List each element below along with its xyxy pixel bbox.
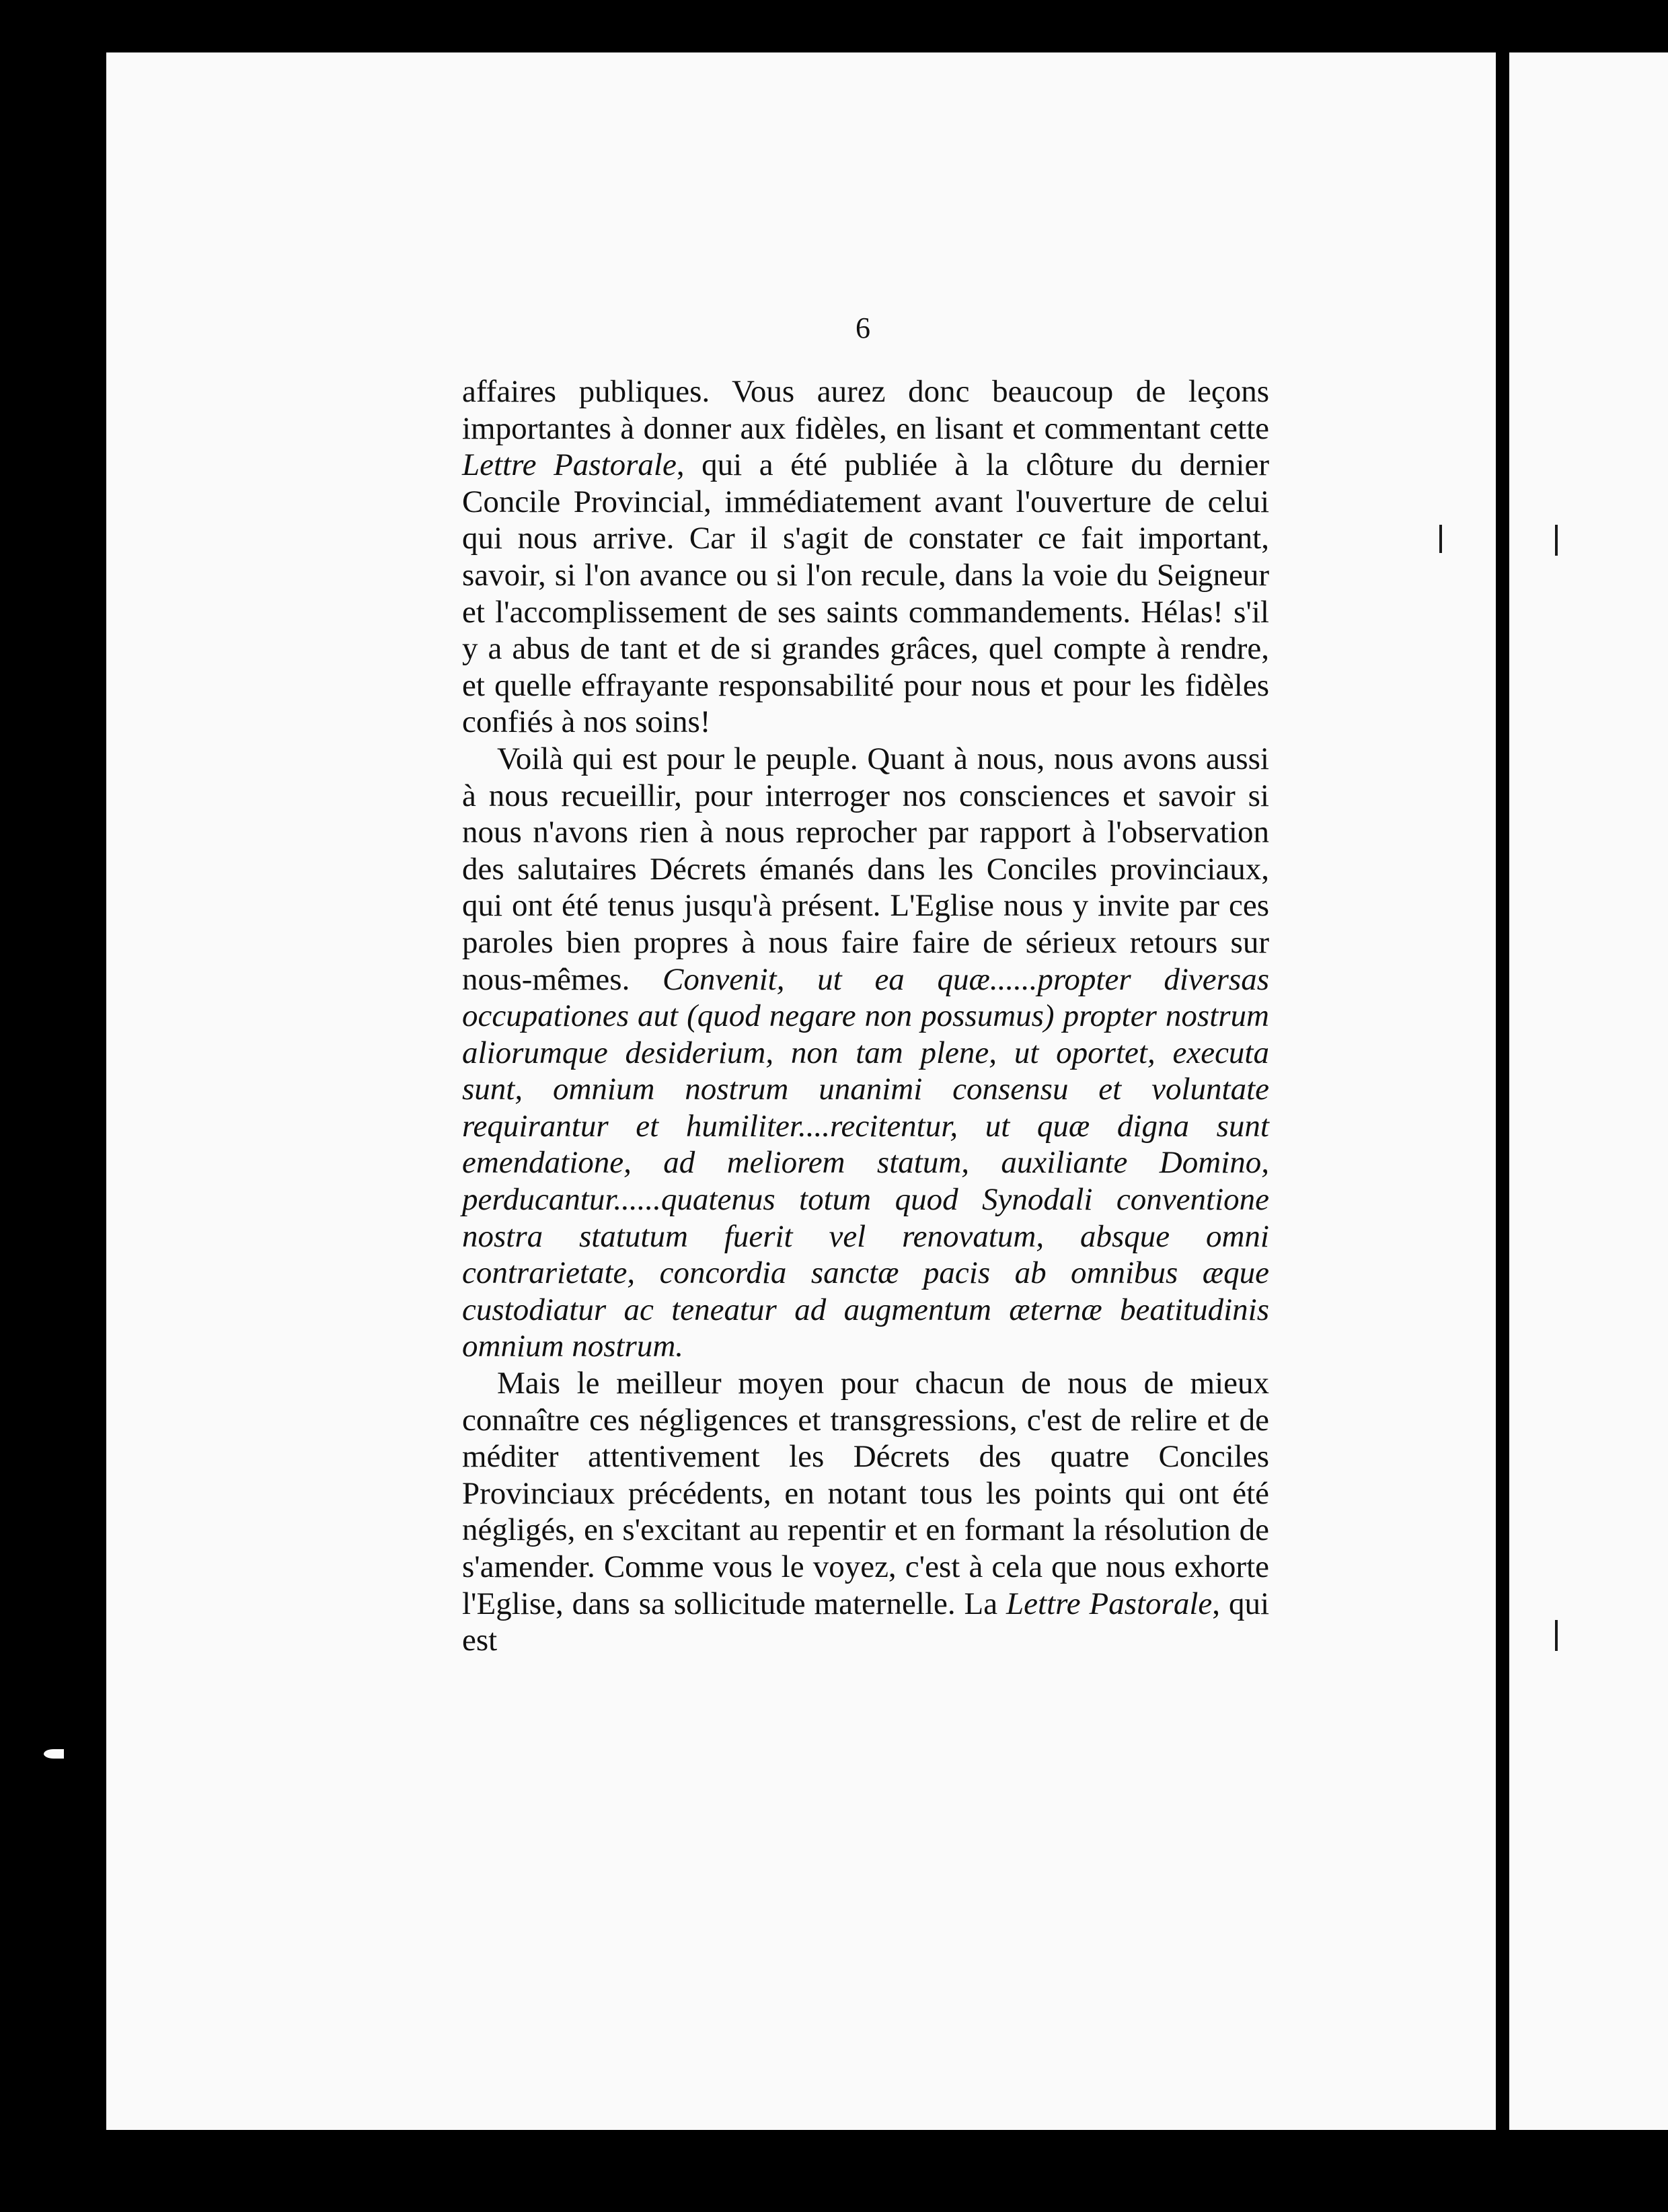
- text-run: , qui a été publiée à la clôture du dernier Concile Provincial, immédiatement avant l'ouverture de celui qui nous arrive. Car il s'agit de constater ce fait important, savoir, si l'on avance ou si l'on recule, dans la voie du Seigneur et l'accomplissement de ses saints commandements. Hélas! s'il y a abus de tant et de si grandes grâces, quel compte à rendre, et quelle effrayante responsabilité pour nous et pour les fidèles confiés à nos soins!: [462, 447, 1270, 740]
- body-text: [462, 373, 1269, 1659]
- gutter-mark: [1555, 1620, 1558, 1651]
- facing-page-edge: [1509, 52, 1668, 2130]
- text-run: affaires publiques. Vous aurez donc beaucoup de leçons importantes à donner aux fidèles, en lisant et commentant cette: [462, 374, 1269, 446]
- latin-quotation: Convenit, ut ea quæ......propter diversas occupationes aut (quod negare non possumus) propter nostrum aliorumque desiderium, non tam plene, ut oportet, executa sunt, omnium nostrum unanimi consensu et voluntate requirantur et humiliter....recitentur, ut quæ digna sunt emendatione, ad meliorem statum, auxiliante Domino, perducantur......quatenus totum quod Synodali conventione nostra statutum fuerit vel renovatum, absque omni contrarietate, concordia sanctæ pacis ab omnibus æque custodiatur ac teneatur ad augmentum æternæ beatitudinis omnium nostrum.: [462, 961, 1269, 1364]
- italic-title: Lettre Pastorale: [1006, 1586, 1213, 1621]
- text-run: Voilà qui est pour le peuple. Quant à nous, nous avons aussi à nous recueillir, pour interroger nos consciences et savoir si nous n'avons rien à nous reprocher par rapport à l'observation des salutaires Décrets émanés dans les Conciles provinciaux, qui ont été tenus jusqu'à présent. L'Eglise nous y invite par ces paroles bien propres à nous faire faire de sérieux retours sur nous-mêmes.: [462, 741, 1269, 997]
- gutter-mark: [1555, 525, 1558, 556]
- gutter-mark: [1439, 525, 1442, 553]
- text-run: Mais le meilleur moyen pour chacun de nous de mieux connaître ces négligences et transgressions, c'est de relire et de méditer attentivement les Décrets des quatre Conciles Provinciaux précédents, en notant tous les points qui ont été négligés, en s'excitant au repentir et en formant la résolution de s'amender. Comme vous le voyez, c'est à cela que nous exhorte l'Eglise, dans sa sollicitude maternelle. La: [462, 1366, 1269, 1621]
- scan-artifact: [44, 1749, 64, 1759]
- italic-title: Lettre Pastorale: [462, 447, 677, 483]
- paragraph-3: [462, 1365, 1269, 1659]
- paragraph-1: [462, 373, 1269, 741]
- paragraph-2: [462, 741, 1269, 1365]
- page-number: 6: [856, 311, 870, 344]
- text-run: , qui est: [462, 1586, 1269, 1658]
